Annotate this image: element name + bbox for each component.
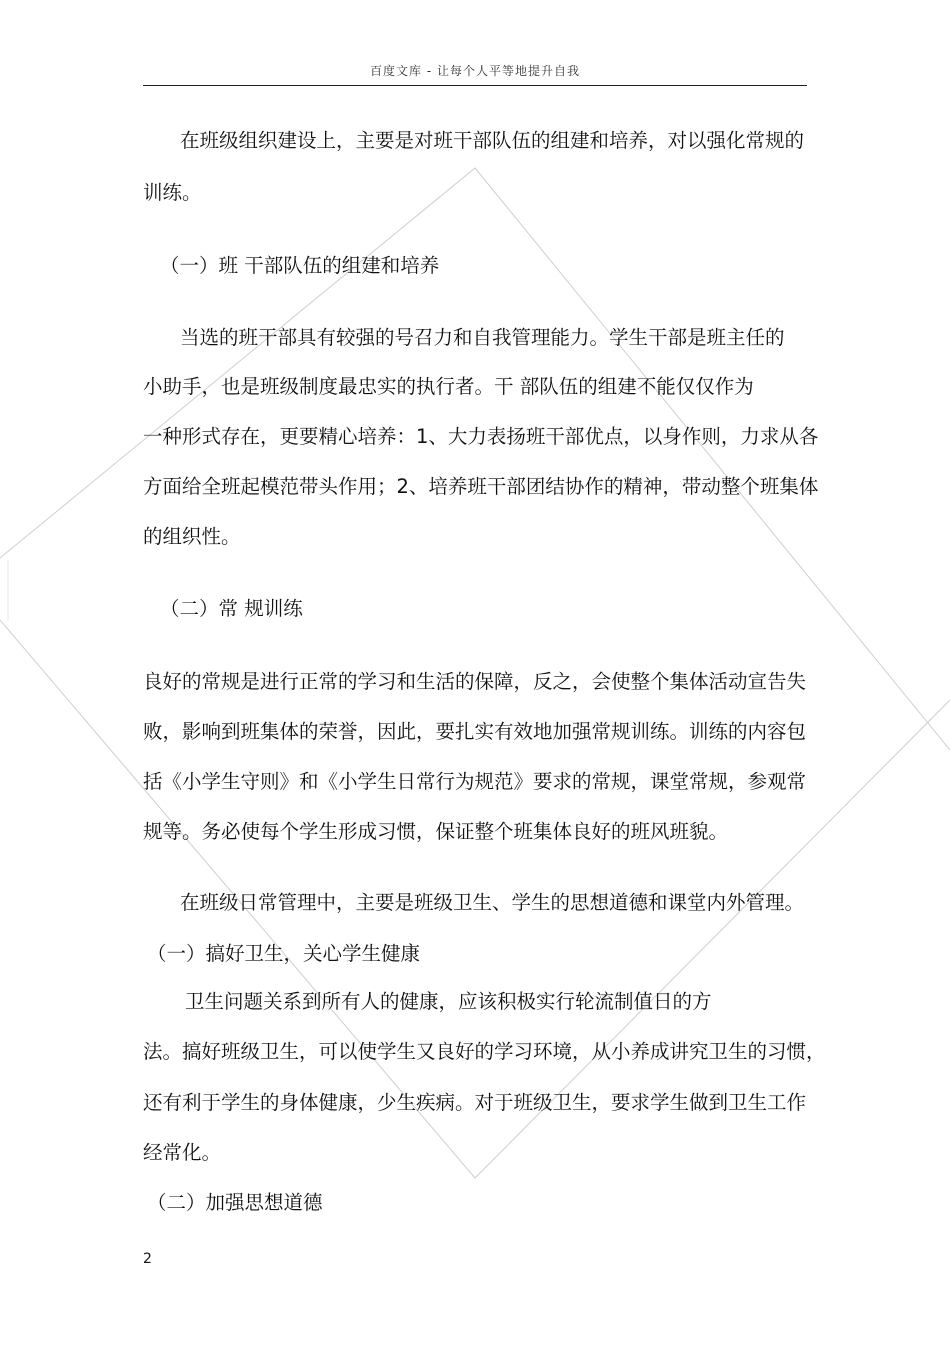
section-heading-3: （一）搞好卫生，关心学生健康 [147,942,421,965]
body-line-4: 当选的班干部具有较强的号召力和自我管理能力。学生干部是班主任的 [180,326,785,349]
body-line-17: 法。搞好班级卫生，可以使学生又良好的学习环境，从小养成讲究卫生的习惯， [143,1040,826,1063]
body-line-13: 规等。务必使每个学生形成习惯，保证整个班集体良好的班风班貌。 [143,820,729,843]
body-line-19: 经常化。 [143,1141,222,1164]
body-line-6: 一种形式存在，更要精心培养：1、大力表扬班干部优点，以身作则，力求从各 [143,425,819,448]
page-number: 2 [143,1251,152,1267]
body-line-8: 的组织性。 [143,525,241,548]
body-line-18: 还有利于学生的身体健康，少生疾病。对于班级卫生，要求学生做到卫生工作 [143,1091,807,1114]
body-line-1: 在班级组织建设上，主要是对班干部队伍的组建和培养，对以强化常规的 [180,129,805,152]
page-header: 百度文库 - 让每个人平等地提升自我 [370,64,580,78]
body-line-7: 方面给全班起模范带头作用；2、培养班干部团结协作的精神，带动整个班集体 [143,475,819,498]
body-line-16: 卫生问题关系到所有人的健康，应该积极实行轮流制值日的方 [185,990,712,1013]
header-divider [143,85,807,86]
body-line-12: 括《小学生守则》和《小学生日常行为规范》要求的常规，课堂常规，参观常 [143,770,807,793]
body-line-11: 败，影响到班集体的荣誉，因此，要扎实有效地加强常规训练。训练的内容包 [143,720,807,743]
body-line-5: 小助手，也是班级制度最忠实的执行者。干 部队伍的组建不能仅仅作为 [143,375,754,398]
section-heading-4: （二）加强思想道德 [147,1191,323,1214]
body-line-14: 在班级日常管理中，主要是班级卫生、学生的思想道德和课堂内外管理。 [180,891,805,914]
body-line-2: 训练。 [143,181,202,204]
section-heading-2: （二）常 规训练 [160,597,303,620]
body-line-10: 良好的常规是进行正常的学习和生活的保障，反之，会使整个集体活动宣告失 [143,670,807,693]
section-heading-1: （一）班 干部队伍的组建和培养 [160,254,440,277]
